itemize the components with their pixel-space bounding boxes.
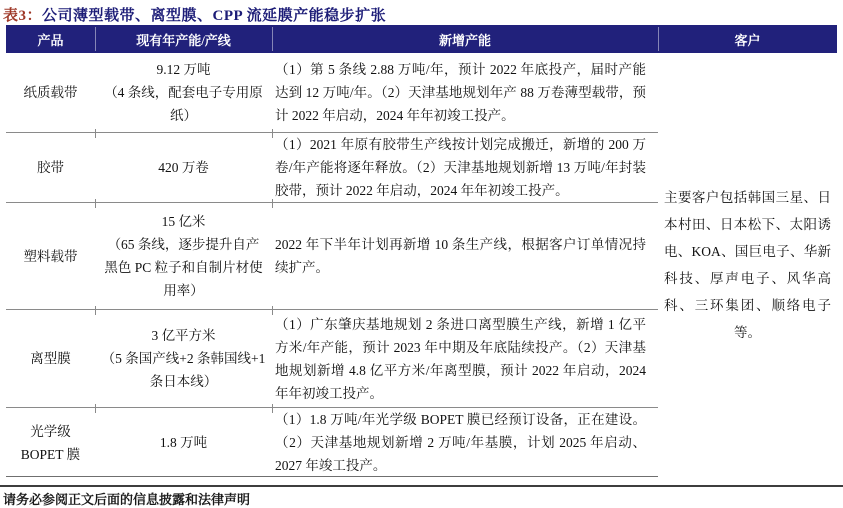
product-cell: 光学级 BOPET 膜 [20, 423, 81, 462]
header-column-divider [272, 27, 273, 51]
capacity-cell [95, 408, 272, 477]
table-header-row [6, 25, 837, 53]
header-new-capacity: 新增产能 [438, 32, 491, 48]
capacity-amount: 420 万卷 [158, 160, 209, 175]
table-title [0, 0, 843, 25]
capacity-note: （65 条线，逐步提升自产黑色 PC 粒子和自制片材使用率） [104, 237, 263, 298]
capacity-cell [95, 133, 272, 202]
product-cell: 纸质载带 [23, 85, 78, 100]
column-divider-tick [95, 129, 96, 138]
column-divider-tick [272, 129, 273, 138]
table-row [6, 408, 658, 477]
column-divider-tick [95, 199, 96, 208]
expansion-cell [272, 133, 658, 202]
capacity-amount: 15 亿米 [161, 214, 206, 229]
capacity-amount: 3 亿平方米 [151, 328, 216, 343]
column-divider-tick [272, 199, 273, 208]
product-cell: 塑料载带 [23, 248, 78, 264]
expansion-text: 2022 年下半年计划再新增 10 条生产线，根据客户订单情况持续扩产。 [275, 237, 646, 275]
table-title-text: 公司薄型载带、离型膜、CPP 流延膜产能稳步扩张 [42, 8, 387, 24]
product-cell: 胶带 [37, 160, 64, 175]
header-existing-capacity: 现有年产能/产线 [136, 32, 231, 48]
footer-divider [0, 485, 843, 487]
table-row [6, 133, 658, 203]
table-body [6, 53, 837, 477]
expansion-text: （1）2021 年原有胶带生产线按计划完成搬迁，新增的 200 万卷/年产能将逐年释放。（2）天津基地规划新增 13 万吨/年封装胶带，预计 2022 年启动，2024 年年初竣工投产。 [275, 137, 646, 198]
expansion-cell [272, 408, 658, 477]
table-row [6, 310, 658, 408]
capacity-note: （5 条国产线+2 条韩国线+1 条日本线） [101, 351, 266, 389]
capacity-cell [95, 53, 272, 132]
expansion-text: （1）1.8 万吨/年光学级 BOPET 膜已经预订设备，正在建设。（2）天津基地规划新增 2 万吨/年基膜，计划 2025 年启动、2027 年竣工投产。 [275, 412, 646, 473]
column-divider-tick [95, 404, 96, 413]
table-rows [6, 53, 658, 477]
capacity-table [6, 25, 837, 477]
header-product: 产品 [37, 32, 64, 48]
table-number-label: 表3： [3, 8, 43, 24]
expansion-cell [272, 203, 658, 309]
expansion-cell [272, 53, 658, 132]
capacity-cell [95, 310, 272, 407]
capacity-note: （4 条线，配套电子专用原纸） [104, 85, 263, 123]
table-row [6, 53, 658, 133]
column-divider-tick [272, 306, 273, 315]
customer-text: 主要客户包括韩国三星、日本村田、日本松下、太阳诱电、KOA、国巨电子、华新科技、厚声电子、风华高科、三环集团、顺络电子等。 [664, 190, 831, 340]
header-column-divider [95, 27, 96, 51]
header-column-divider [658, 27, 659, 51]
column-divider-tick [95, 306, 96, 315]
capacity-cell [95, 203, 272, 309]
expansion-cell [272, 310, 658, 407]
expansion-text: （1）广东肇庆基地规划 2 条进口离型膜生产线，新增 1 亿平方米/年产能，预计 2023 年中期及年底陆续投产。（2）天津基地规划新增 4.8 亿平方米/年离型膜，预计 2022 年启动，2024 年年初竣工投产。 [275, 316, 646, 401]
capacity-amount: 1.8 万吨 [159, 435, 208, 450]
table-row [6, 203, 658, 310]
expansion-text: （1）第 5 条线 2.88 万吨/年，预计 2022 年底投产，届时产能达到 12 万吨/年。（2）天津基地规划年产 88 万卷薄型载带，预计 2022 年启动，2024 年年初竣工投产。 [275, 62, 646, 123]
column-divider-tick [272, 404, 273, 413]
capacity-amount: 9.12 万吨 [156, 62, 211, 77]
footer-disclaimer: 请务必参阅正文后面的信息披露和法律声明 [3, 492, 251, 507]
header-customer: 客户 [734, 32, 761, 48]
product-cell: 离型膜 [30, 351, 71, 366]
customer-merged-cell [658, 53, 837, 477]
